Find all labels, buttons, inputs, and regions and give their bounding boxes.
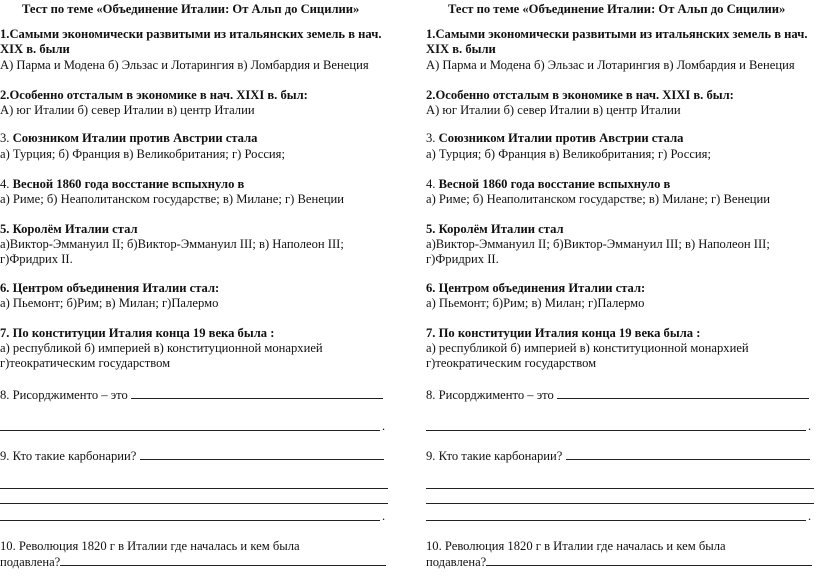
- question-3-number: 3.: [0, 131, 13, 145]
- question-10-text: 10. Революция 1820 г в Италии где началась и кем была: [0, 539, 300, 553]
- question-6-options: а) Пьемонт; б)Рим; в) Милан; г)Палермо: [426, 296, 645, 310]
- question-7-text: 7. По конституции Италия конца 19 века была :: [0, 326, 275, 340]
- question-6-options: а) Пьемонт; б)Рим; в) Милан; г)Палермо: [0, 296, 219, 310]
- answer-line-8[interactable]: [0, 430, 380, 431]
- question-2-options: А) юг Италии б) север Италии в) центр Италии: [0, 103, 255, 117]
- question-7-options: а) республикой б) империей в) конституционной монархией: [0, 341, 323, 355]
- question-8-text: [0, 386, 383, 403]
- question-4-text: [426, 177, 670, 192]
- question-3-text: [0, 131, 257, 146]
- question-5-text: 5. Королём Италии стал: [0, 222, 138, 236]
- question-5-options-cont: г)Фридрих II.: [0, 252, 73, 266]
- question-9-label: 9. Кто такие карбонарии?: [0, 449, 140, 463]
- answer-line-9a[interactable]: [0, 488, 388, 489]
- question-1-options: А) Парма и Модена б) Эльзас и Лотарингия в) Ломбардия и Венеция: [426, 58, 795, 72]
- answer-blank-8[interactable]: [131, 386, 383, 399]
- question-3-label: Союзником Италии против Австрии стала: [438, 131, 684, 145]
- question-2-options: А) юг Италии б) север Италии в) центр Италии: [426, 103, 681, 117]
- answer-blank-9[interactable]: [566, 447, 810, 460]
- question-5-options: а)Виктор-Эммануил II; б)Виктор-Эммануил III; в) Наполеон III;: [0, 237, 344, 251]
- question-2-text: 2.Особенно отсталым в экономике в нач. XIXI в. был:: [426, 88, 734, 102]
- answer-line-9-end: .: [808, 509, 812, 523]
- question-10-label: подавлена?: [0, 555, 61, 569]
- question-9-text: [426, 447, 810, 464]
- question-10-text-cont: [0, 553, 386, 570]
- question-4-options: а) Риме; б) Неаполитанском государстве; в) Милане; г) Венеции: [0, 192, 345, 206]
- answer-line-8-end: .: [382, 419, 386, 433]
- answer-line-9c[interactable]: [426, 520, 806, 521]
- question-6-text: 6. Центром объединения Италии стал:: [426, 281, 646, 295]
- question-3-options: а) Турция; б) Франция в) Великобритания; г) Россия;: [426, 147, 711, 161]
- answer-line-9c[interactable]: [0, 520, 380, 521]
- question-4-text: [0, 177, 244, 192]
- answer-line-9a[interactable]: [426, 488, 814, 489]
- question-10-label: подавлена?: [426, 555, 487, 569]
- question-3-number: 3.: [426, 131, 439, 145]
- question-8-text: [426, 386, 809, 403]
- question-7-options-cont: г)теократическим государством: [426, 356, 597, 370]
- question-4-options: а) Риме; б) Неаполитанском государстве; в) Милане; г) Венеции: [426, 192, 771, 206]
- answer-line-9b[interactable]: [426, 503, 814, 504]
- question-9-text: [0, 447, 384, 464]
- answer-blank-10[interactable]: [486, 553, 812, 566]
- question-7-options: а) республикой б) империей в) конституционной монархией: [426, 341, 749, 355]
- question-4-number: 4.: [0, 177, 13, 191]
- question-4-label: Весной 1860 года восстание вспыхнуло в: [12, 177, 245, 191]
- answer-blank-9[interactable]: [140, 447, 384, 460]
- test-title: Тест по теме «Объединение Италии: От Альп до Сицилии»: [448, 2, 786, 16]
- question-7-options-cont: г)теократическим государством: [0, 356, 171, 370]
- question-9-label: 9. Кто такие карбонарии?: [426, 449, 566, 463]
- question-6-text: 6. Центром объединения Италии стал:: [0, 281, 220, 295]
- question-3-label: Союзником Италии против Австрии стала: [12, 131, 258, 145]
- question-4-number: 4.: [426, 177, 439, 191]
- question-1-text-cont: XIX в. были: [426, 42, 496, 56]
- question-10-text: 10. Революция 1820 г в Италии где началась и кем была: [426, 539, 726, 553]
- question-1-text: 1.Самыми экономически развитыми из итальянских земель в нач.: [426, 27, 808, 41]
- answer-blank-10[interactable]: [60, 553, 386, 566]
- answer-line-9b[interactable]: [0, 503, 388, 504]
- question-7-text: 7. По конституции Италия конца 19 века была :: [426, 326, 701, 340]
- question-1-text-cont: XIX в. были: [0, 42, 70, 56]
- question-2-text: 2.Особенно отсталым в экономике в нач. XIXI в. был:: [0, 88, 308, 102]
- answer-line-8[interactable]: [426, 430, 806, 431]
- question-5-options: а)Виктор-Эммануил II; б)Виктор-Эммануил III; в) Наполеон III;: [426, 237, 770, 251]
- question-8-label: 8. Рисорджименто – это: [0, 388, 131, 402]
- question-5-text: 5. Королём Италии стал: [426, 222, 564, 236]
- question-1-options: А) Парма и Модена б) Эльзас и Лотарингия в) Ломбардия и Венеция: [0, 58, 369, 72]
- answer-blank-8[interactable]: [557, 386, 809, 399]
- test-column-left: [0, 0, 400, 581]
- answer-line-9-end: .: [382, 509, 386, 523]
- answer-line-8-end: .: [808, 419, 812, 433]
- question-5-options-cont: г)Фридрих II.: [426, 252, 499, 266]
- question-1-text: 1.Самыми экономически развитыми из итальянских земель в нач.: [0, 27, 382, 41]
- question-4-label: Весной 1860 года восстание вспыхнуло в: [438, 177, 671, 191]
- question-8-label: 8. Рисорджименто – это: [426, 388, 557, 402]
- test-column-right: [426, 0, 816, 581]
- question-3-options: а) Турция; б) Франция в) Великобритания; г) Россия;: [0, 147, 285, 161]
- test-title: Тест по теме «Объединение Италии: От Альп до Сицилии»: [22, 2, 360, 16]
- question-3-text: [426, 131, 683, 146]
- question-10-text-cont: [426, 553, 812, 570]
